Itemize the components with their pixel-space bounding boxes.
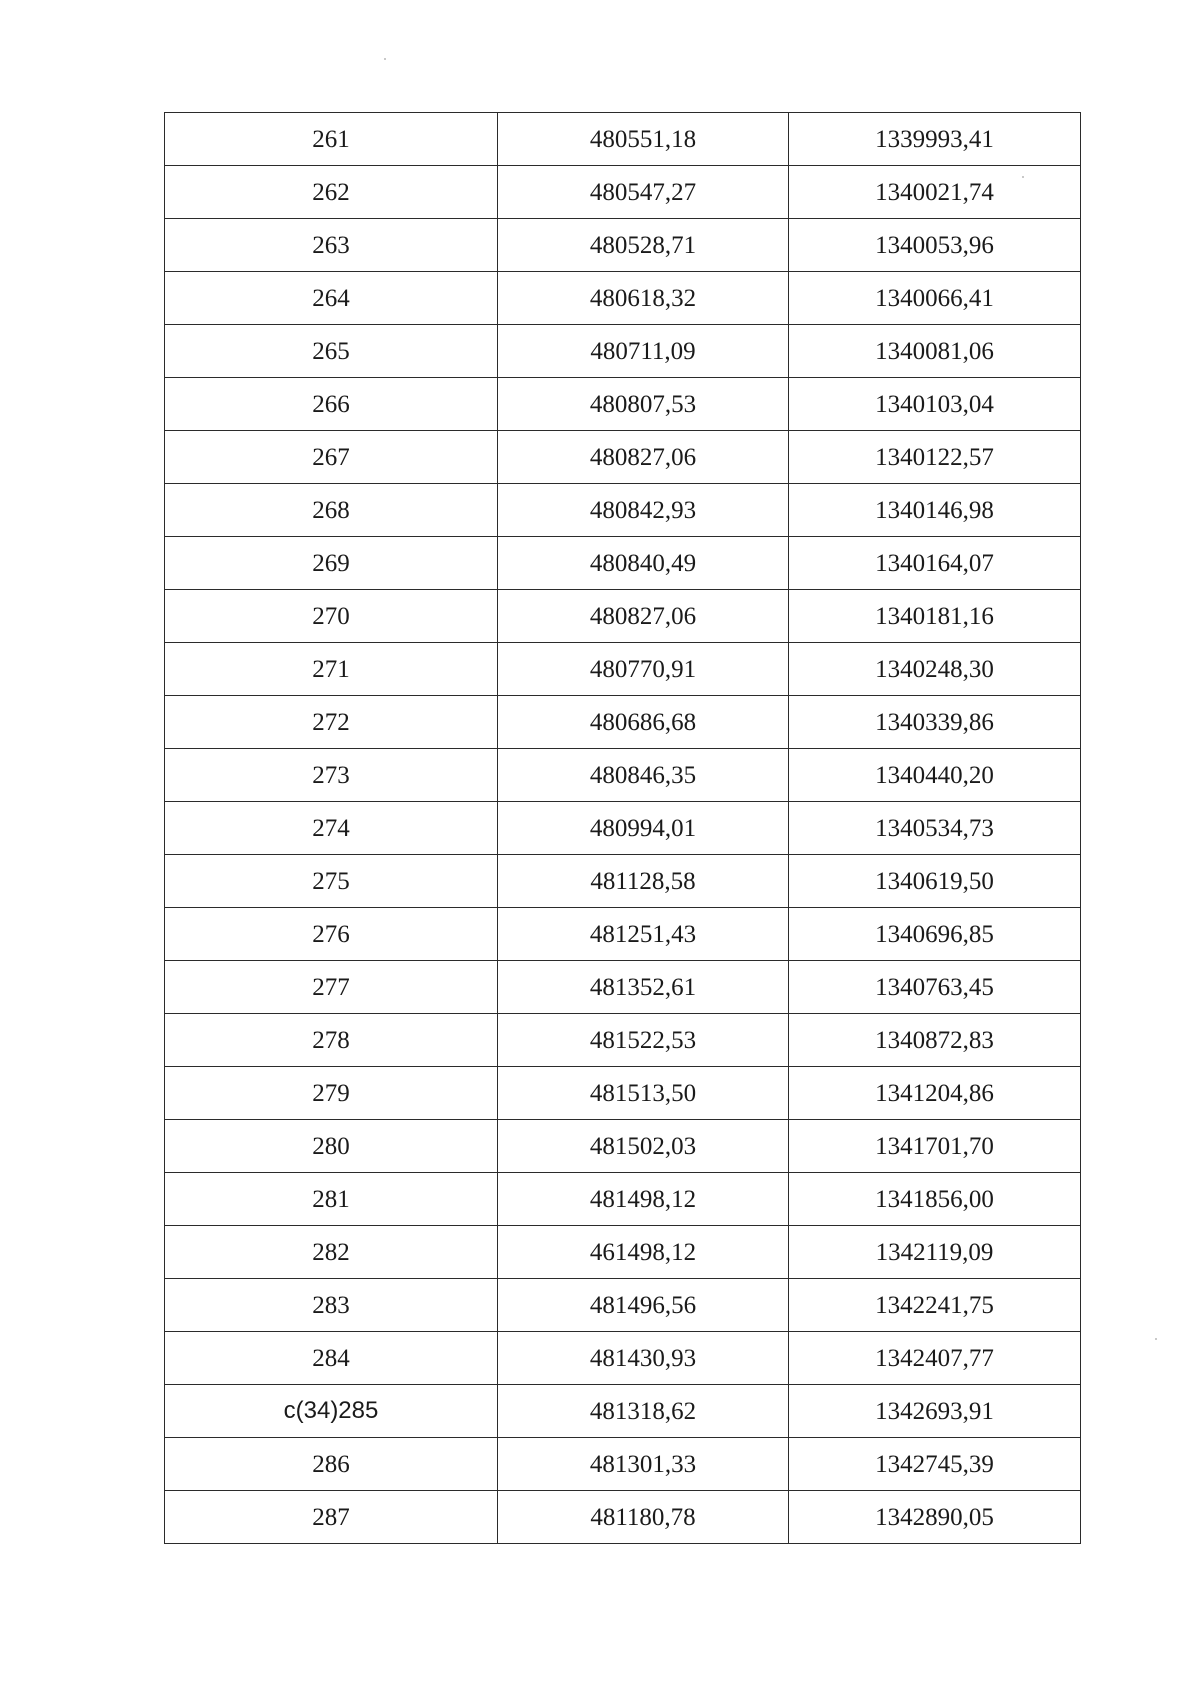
x-coordinate-cell: 481498,12 <box>498 1173 789 1226</box>
x-coordinate-cell: 481128,58 <box>498 855 789 908</box>
y-coordinate-cell: 1341701,70 <box>789 1120 1081 1173</box>
x-coordinate-cell: 481352,61 <box>498 961 789 1014</box>
y-coordinate-cell: 1340053,96 <box>789 219 1081 272</box>
table-row <box>165 272 1081 325</box>
table-row <box>165 166 1081 219</box>
point-number-cell: 272 <box>165 696 498 749</box>
table-row <box>165 961 1081 1014</box>
table-row <box>165 1120 1081 1173</box>
y-coordinate-cell: 1342241,75 <box>789 1279 1081 1332</box>
x-coordinate-cell: 480827,06 <box>498 590 789 643</box>
x-coordinate-cell: 481180,78 <box>498 1491 789 1544</box>
x-coordinate-cell: 480842,93 <box>498 484 789 537</box>
point-number-cell: 273 <box>165 749 498 802</box>
point-number-cell: 264 <box>165 272 498 325</box>
y-coordinate-cell: 1340021,74 <box>789 166 1081 219</box>
x-coordinate-cell: 481301,33 <box>498 1438 789 1491</box>
y-coordinate-cell: 1340146,98 <box>789 484 1081 537</box>
y-coordinate-cell: 1340181,16 <box>789 590 1081 643</box>
coordinates-table-body <box>165 113 1081 1544</box>
scan-speck <box>384 58 386 60</box>
x-coordinate-cell: 480840,49 <box>498 537 789 590</box>
table-row <box>165 855 1081 908</box>
table-row <box>165 219 1081 272</box>
point-number-cell: 286 <box>165 1438 498 1491</box>
point-number-cell: 265 <box>165 325 498 378</box>
y-coordinate-cell: 1340248,30 <box>789 643 1081 696</box>
point-number-cell: 278 <box>165 1014 498 1067</box>
y-coordinate-cell: 1340066,41 <box>789 272 1081 325</box>
y-coordinate-cell: 1342745,39 <box>789 1438 1081 1491</box>
table-row <box>165 1226 1081 1279</box>
point-number-cell: 283 <box>165 1279 498 1332</box>
point-number-cell: 271 <box>165 643 498 696</box>
point-number-cell: 275 <box>165 855 498 908</box>
table-row <box>165 1279 1081 1332</box>
y-coordinate-cell: 1339993,41 <box>789 113 1081 166</box>
point-number-cell: 268 <box>165 484 498 537</box>
point-number-cell: 284 <box>165 1332 498 1385</box>
y-coordinate-cell: 1341204,86 <box>789 1067 1081 1120</box>
y-coordinate-cell: 1340534,73 <box>789 802 1081 855</box>
point-number-cell: 276 <box>165 908 498 961</box>
point-number-cell: 269 <box>165 537 498 590</box>
x-coordinate-cell: 480547,27 <box>498 166 789 219</box>
table-row <box>165 1385 1081 1438</box>
scan-speck <box>1155 1338 1157 1340</box>
point-number-cell: 281 <box>165 1173 498 1226</box>
point-number-cell: 277 <box>165 961 498 1014</box>
table-row <box>165 1438 1081 1491</box>
y-coordinate-cell: 1342693,91 <box>789 1385 1081 1438</box>
x-coordinate-cell: 480528,71 <box>498 219 789 272</box>
y-coordinate-cell: 1340872,83 <box>789 1014 1081 1067</box>
point-number-cell: 287 <box>165 1491 498 1544</box>
y-coordinate-cell: 1342407,77 <box>789 1332 1081 1385</box>
point-number-cell: 270 <box>165 590 498 643</box>
point-number-cell: 282 <box>165 1226 498 1279</box>
table-row <box>165 1067 1081 1120</box>
x-coordinate-cell: 480770,91 <box>498 643 789 696</box>
point-number-cell: 266 <box>165 378 498 431</box>
x-coordinate-cell: 480827,06 <box>498 431 789 484</box>
table-row <box>165 113 1081 166</box>
y-coordinate-cell: 1342119,09 <box>789 1226 1081 1279</box>
x-coordinate-cell: 481430,93 <box>498 1332 789 1385</box>
point-number-cell: 274 <box>165 802 498 855</box>
point-number-cell: 280 <box>165 1120 498 1173</box>
table-row <box>165 378 1081 431</box>
x-coordinate-cell: 480807,53 <box>498 378 789 431</box>
point-number-cell: 263 <box>165 219 498 272</box>
x-coordinate-cell: 481496,56 <box>498 1279 789 1332</box>
y-coordinate-cell: 1341856,00 <box>789 1173 1081 1226</box>
x-coordinate-cell: 480994,01 <box>498 802 789 855</box>
x-coordinate-cell: 480686,68 <box>498 696 789 749</box>
x-coordinate-cell: 481522,53 <box>498 1014 789 1067</box>
table-row <box>165 908 1081 961</box>
table-row <box>165 1491 1081 1544</box>
point-number-cell: 262 <box>165 166 498 219</box>
x-coordinate-cell: 480711,09 <box>498 325 789 378</box>
table-row <box>165 1332 1081 1385</box>
y-coordinate-cell: 1340763,45 <box>789 961 1081 1014</box>
x-coordinate-cell: 480846,35 <box>498 749 789 802</box>
x-coordinate-cell: 481318,62 <box>498 1385 789 1438</box>
y-coordinate-cell: 1340696,85 <box>789 908 1081 961</box>
y-coordinate-cell: 1340619,50 <box>789 855 1081 908</box>
table-row <box>165 484 1081 537</box>
x-coordinate-cell: 481513,50 <box>498 1067 789 1120</box>
point-number-cell: 261 <box>165 113 498 166</box>
coordinates-table <box>164 112 1081 1544</box>
y-coordinate-cell: 1340081,06 <box>789 325 1081 378</box>
x-coordinate-cell: 461498,12 <box>498 1226 789 1279</box>
table-row <box>165 1014 1081 1067</box>
table-row <box>165 431 1081 484</box>
table-row <box>165 537 1081 590</box>
table-row <box>165 325 1081 378</box>
x-coordinate-cell: 480551,18 <box>498 113 789 166</box>
table-row <box>165 1173 1081 1226</box>
x-coordinate-cell: 481502,03 <box>498 1120 789 1173</box>
table-row <box>165 802 1081 855</box>
x-coordinate-cell: 481251,43 <box>498 908 789 961</box>
table-row <box>165 749 1081 802</box>
point-number-cell: 279 <box>165 1067 498 1120</box>
y-coordinate-cell: 1342890,05 <box>789 1491 1081 1544</box>
table-row <box>165 643 1081 696</box>
x-coordinate-cell: 480618,32 <box>498 272 789 325</box>
y-coordinate-cell: 1340164,07 <box>789 537 1081 590</box>
table-row <box>165 696 1081 749</box>
table-row <box>165 590 1081 643</box>
y-coordinate-cell: 1340440,20 <box>789 749 1081 802</box>
y-coordinate-cell: 1340122,57 <box>789 431 1081 484</box>
point-number-cell: c(34)285 <box>165 1385 498 1438</box>
y-coordinate-cell: 1340339,86 <box>789 696 1081 749</box>
y-coordinate-cell: 1340103,04 <box>789 378 1081 431</box>
point-number-cell: 267 <box>165 431 498 484</box>
